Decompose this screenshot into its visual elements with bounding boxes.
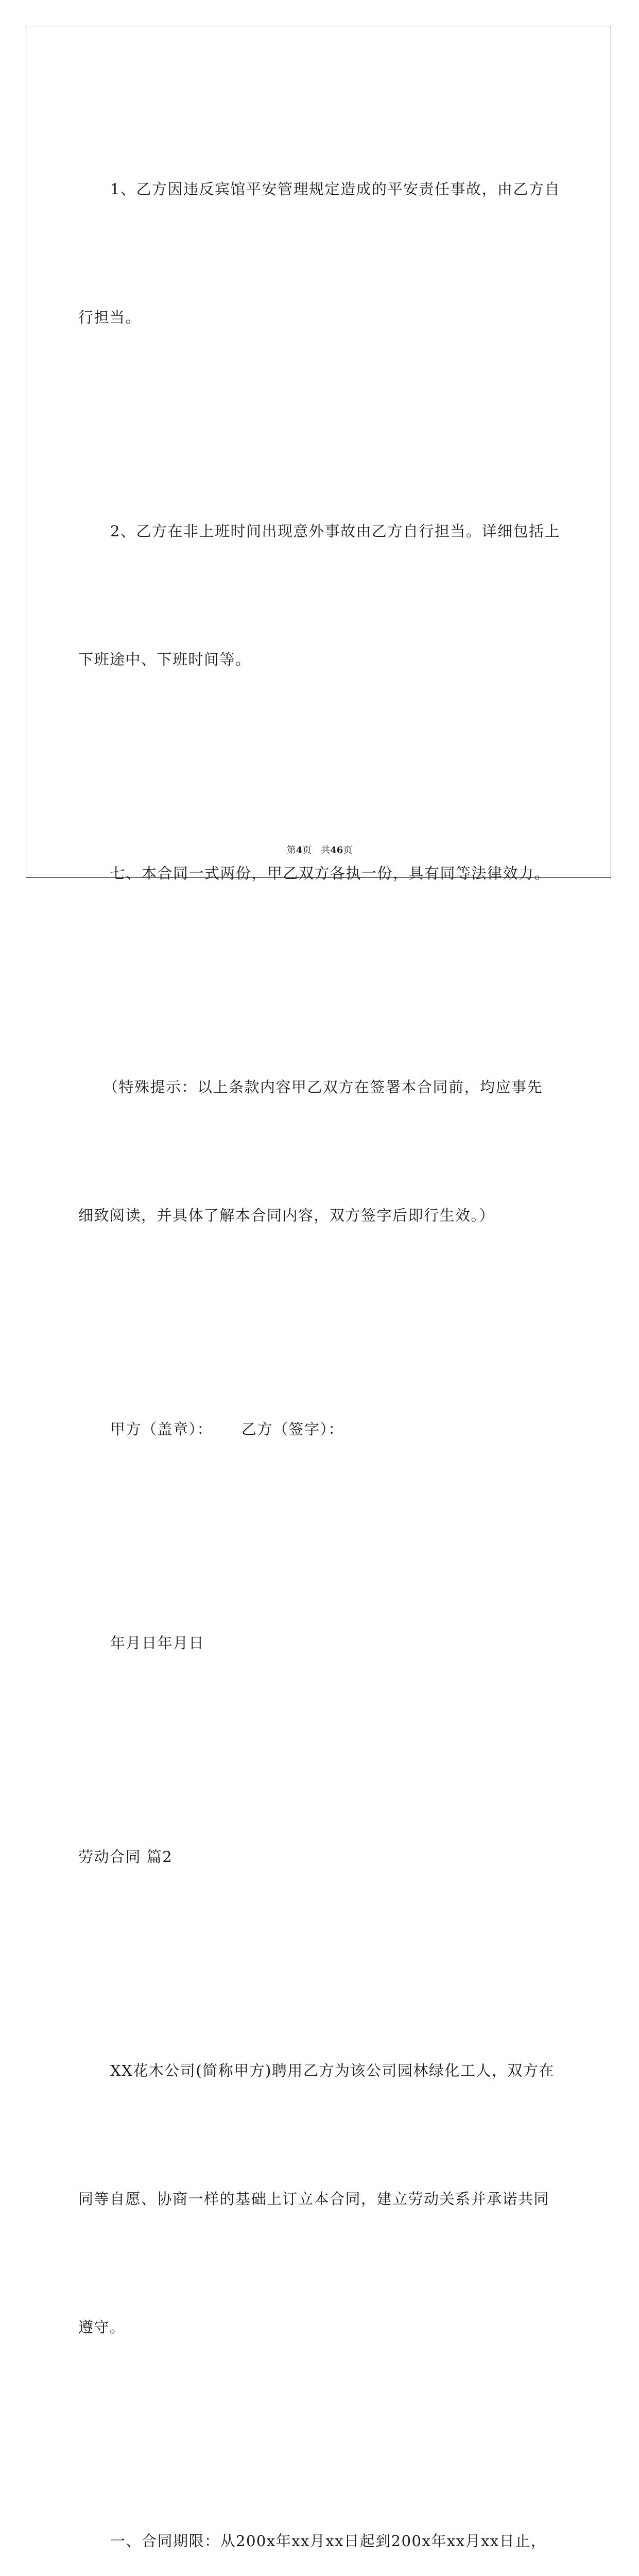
paragraph-line: 遵守。 <box>78 2318 126 2336</box>
party-b-signature-label: 乙方（签字）： <box>241 1420 344 1438</box>
signature-row <box>78 1408 562 1451</box>
section-title: 劳动合同 篇2 <box>78 1848 173 1866</box>
paragraph-3 <box>78 767 562 980</box>
section-heading <box>78 1750 562 1964</box>
total-suffix: 页 <box>343 845 353 856</box>
paragraph-5 <box>78 1964 562 2434</box>
paragraph-6 <box>78 2434 562 2576</box>
paragraph-line: 2、乙方在非上班时间出现意外事故由乙方自行担当。详细包括上 <box>110 522 560 540</box>
paragraph-line: 一、合同期限：从200x年xx月xx日起到200x年xx月xx日止， <box>110 2532 547 2550</box>
page-number: 4 <box>296 845 303 856</box>
page-suffix: 页 <box>302 845 312 856</box>
page-footer <box>0 843 639 856</box>
total-prefix: 共 <box>321 845 331 856</box>
paragraph-line: 行担当。 <box>78 309 142 326</box>
paragraph-line: XX花木公司(简称甲方)聘用乙方为该公司园林绿化工人，双方在 <box>110 2062 555 2079</box>
document-body <box>78 82 562 2576</box>
date-line <box>78 1536 562 1750</box>
date-placeholder: 年月日年月日 <box>110 1634 205 1652</box>
signature-line <box>78 1323 562 1536</box>
page-prefix: 第 <box>286 845 296 856</box>
paragraph-line: 同等自愿、协商一样的基础上订立本合同，建立劳动关系并承诺共同 <box>78 2190 550 2208</box>
paragraph-line: 下班途中、下班时间等。 <box>78 651 251 668</box>
total-pages: 46 <box>330 845 343 856</box>
paragraph-2 <box>78 425 562 767</box>
paragraph-line: 1、乙方因违反宾馆平安管理规定造成的平安责任事故，由乙方自 <box>110 180 560 198</box>
paragraph-line: 细致阅读，并具体了解本合同内容，双方签字后即行生效。） <box>78 1207 495 1224</box>
paragraph-1 <box>78 82 562 425</box>
paragraph-line: 七、本合同一式两份，甲乙双方各执一份，具有同等法律效力。 <box>110 865 550 882</box>
party-a-signature-label: 甲方（盖章）： <box>110 1420 213 1438</box>
paragraph-line: （特殊提示：以上条款内容甲乙双方在签署本合同前，均应事先 <box>103 1078 543 1096</box>
paragraph-4 <box>78 980 562 1323</box>
